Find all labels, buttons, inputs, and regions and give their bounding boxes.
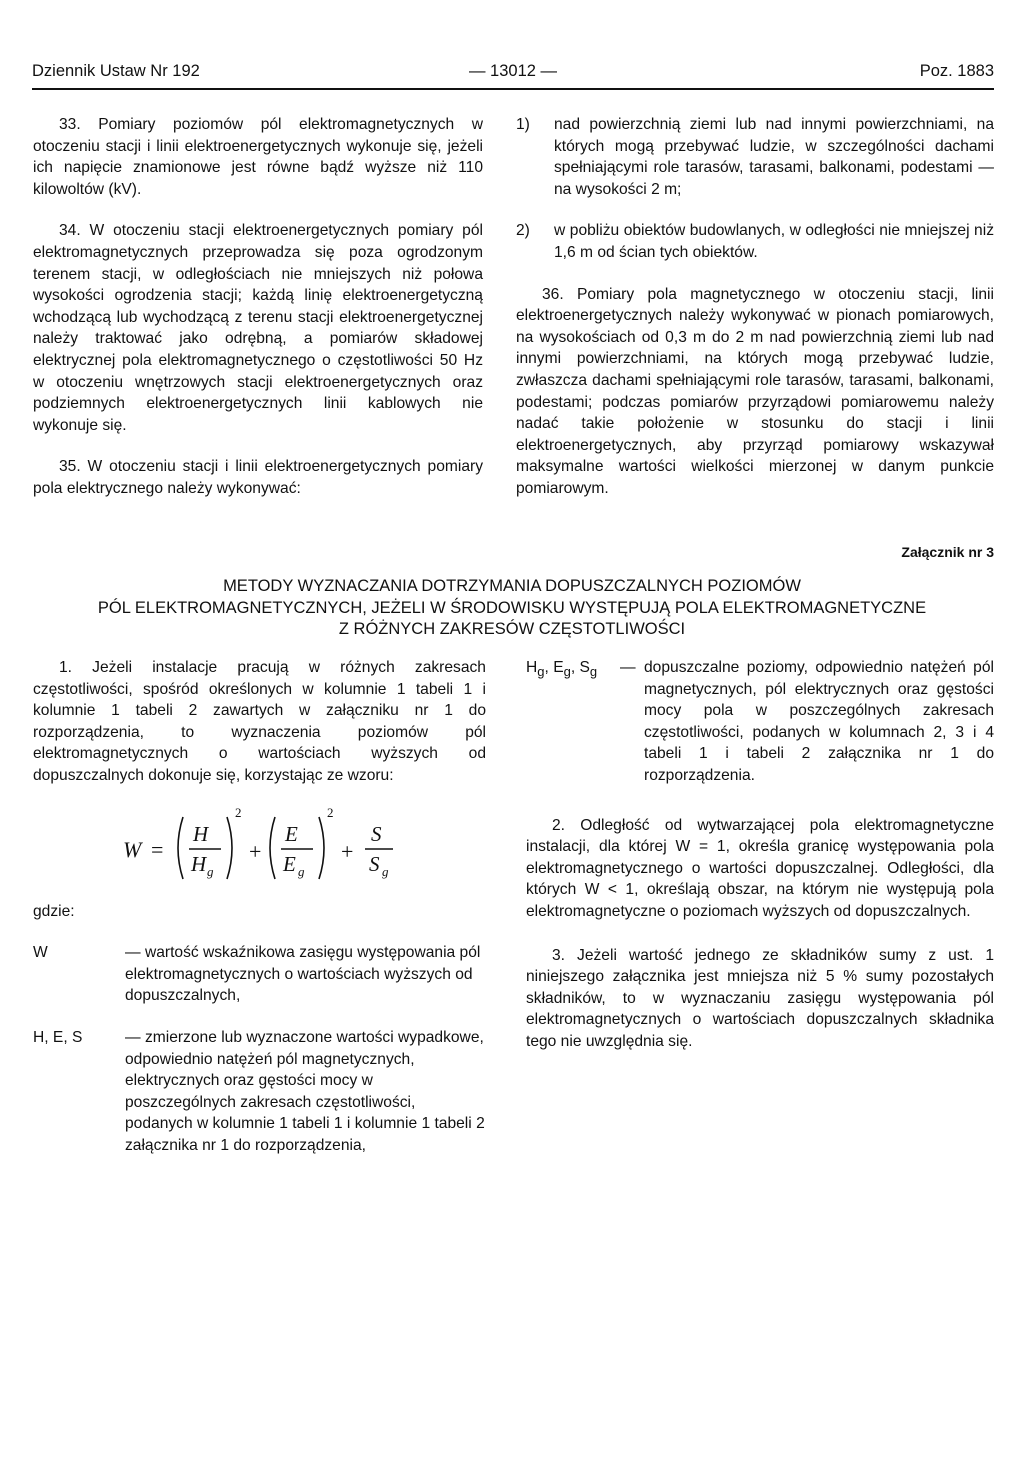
symbol-s: S [579, 659, 590, 676]
formula-w: W [123, 836, 142, 862]
symbol-h: H [526, 659, 538, 676]
list-item-1 [516, 114, 994, 200]
formula-h: H [193, 821, 209, 846]
definition-limits-dash: — [620, 659, 636, 676]
formula-eg: E [283, 851, 296, 876]
formula-e: E [285, 821, 298, 846]
definition-hes [33, 1027, 486, 1157]
title-line-3: Z RÓŻNYCH ZAKRESÓW CZĘSTOTLIWOŚCI [338, 620, 686, 638]
paragraph-3: 3. Jeżeli wartość jednego ze składników sumy z ust. 1 niniejszego załącznika jest mniejsza niż 5 % sumy pozostałych składników, to w wyznaczaniu zasięgu występowania pól elektromagnetycznych o wartościach dopuszczalnych składnika tego nie uwzględnia się. [526, 946, 994, 1050]
formula-sg-sub: g [382, 863, 389, 879]
definitions [33, 942, 486, 1156]
formula-svg [123, 803, 423, 895]
title-line-1: METODY WYZNACZANIA DOTRZYMANIA DOPUSZCZALNYCH POZIOMÓW [223, 577, 801, 595]
list-item-1-number: 1) [516, 116, 530, 133]
definition-w-symbol: W [33, 944, 48, 962]
paren-right-2 [319, 817, 324, 879]
formula-plus-1: + [249, 838, 262, 864]
symbol-h-sub: g [537, 664, 545, 680]
list-item-1-text: nad powierzchnią ziemi lub nad innymi powierzchniami, na których mogą przebywać ludzie, w szczególności dachami spełniającymi role tarasów, tarasami, balkonami, podestami — na wysokości 2 m; [554, 116, 994, 198]
paragraph-34: 34. W otoczeniu stacji elektroenergetycznych pomiary pól elektromagnetycznych przeprowadza się poza ogrodzonym terenem stacji, w odległościach nie mniejszych niż połowa wysokości ogrodzenia stacji; każdą linię elektroenergetyczną wchodzącą lub wychodzącą z terenu stacji elektroenergetycznej należy traktować jako odrębną, a pomiarów składowej elektrycznej pola elektromagnetycznego o częstotliwości 50 Hz w otoczeniu wnętrzowych stacji elektroenergetycznych oraz podziemnych elektroenergetycznych linii kablowych nie wykonuje się. [33, 222, 483, 434]
title-line-2: PÓL ELEKTROMAGNETYCZNYCH, JEŻELI W ŚRODOWISKU WYSTĘPUJĄ POLA ELEKTROMAGNETYCZNE [97, 598, 927, 617]
position-number: Poz. 1883 [919, 62, 994, 80]
list-item-2 [516, 220, 994, 263]
formula-exp-1: 2 [235, 804, 242, 820]
paragraph-36: 36. Pomiary pola magnetycznego w otoczeniu stacji, linii elektroenergetycznych należy wykonywać w pionach pomiarowych, na wysokościach od 0,3 m do 2 m nad powierzchnią ziemi lub nad innymi powierzchniami, na których mogą przebywać ludzie, zwłaszcza dachami spełniającymi role tarasów, tarasami, balkonami, podestami; podczas pomiarów przyrządowi pomiarowemu należy nadać takie położenie w stosunku do stacji i linii elektroenergetycznych, aby przyrząd pomiarowy wskazywał maksymalne wartości wielkości mierzonej w danym punkcie pomiarowym. [516, 285, 994, 497]
formula-plus-2: + [341, 838, 354, 864]
definition-hes-dash: — [125, 1028, 141, 1046]
left-column-bottom [33, 657, 486, 1157]
definition-limits-text: dopuszczalne poziomy, odpowiednio natężeń pól magnetycznych, pól elektrycznych oraz gęstości mocy pola w poszczególnych zakresach częstotliwości, podanych w kolumnach 2, 3 i 4 tabeli 1 i tabeli 2 załącznika nr 1 do rozporządzenia. [644, 659, 994, 784]
paragraph-1: 1. Jeżeli instalacje pracują w różnych zakresach częstotliwości, spośród określonych w kolumnie 1 tabeli 1 i kolumnie 1 tabeli 2 zawartych w załączniku nr 1 do rozporządzenia, to wyznaczenia poziomów pól elektromagnetycznych o wartościach wyższych od dopuszczalnych dokonuje się, korzystając ze wzoru: [33, 659, 486, 784]
paragraph-2: 2. Odległość od wytwarzającej pola elektromagnetyczne instalacji, dla której W = 1, określa granicę występowania pola elektromagnetycznego o wartości dopuszczalnej. Odległości, dla których W < 1, określają obszar, na którym nie występują pola elektromagnetyczne o poziomach wyższych od dopuszczalnych. [526, 816, 994, 920]
formula-sg: S [369, 851, 380, 876]
left-column-top [33, 114, 483, 500]
paren-right-1 [227, 817, 232, 879]
definition-w-dash: — [125, 944, 141, 962]
list-item-2-number: 2) [516, 222, 530, 240]
right-column-top [516, 114, 994, 500]
definition-w-text: wartość wskaźnikowa zasięgu występowania pól elektromagnetycznych o wartościach wyższych od dopuszczalnych, [125, 944, 481, 1005]
paren-left-1 [178, 817, 183, 879]
formula-s: S [371, 821, 382, 846]
symbol-s-sub: g [589, 664, 598, 680]
where-label: gdzie: [33, 902, 75, 920]
definition-hes-symbol: H, E, S [33, 1028, 83, 1046]
attachment-label: Załącznik nr 3 [901, 544, 994, 560]
symbol-e-sub: g [563, 664, 571, 680]
formula-hg-sub: g [207, 863, 214, 879]
symbol-sep-1: , [544, 659, 549, 676]
right-column-bottom [526, 657, 994, 1053]
formula-eg-sub: g [298, 863, 305, 879]
page-header [32, 62, 994, 86]
formula-equals: = [151, 836, 164, 862]
formula-exp-2: 2 [327, 804, 334, 820]
symbol-sep-2: , [570, 659, 576, 676]
formula-hg: H [191, 851, 207, 876]
definition-w [33, 942, 486, 1007]
symbol-e: E [553, 659, 564, 676]
header-rule [32, 88, 994, 90]
definition-limits-symbols [526, 657, 597, 683]
paragraph-33: 33. Pomiary poziomów pól elektromagnetycznych w otoczeniu stacji i linii elektroenergetycznych wykonuje się, jeżeli ich napięcie znamionowe jest równe bądź wyższe niż 110 kilowoltów (kV). [33, 116, 483, 198]
attachment-title [0, 576, 1024, 641]
paragraph-35: 35. W otoczeniu stacji i linii elektroenergetycznych pomiary pola elektrycznego należy wykonywać: [33, 458, 483, 497]
definition-hes-body [125, 1027, 486, 1157]
page-number: — 13012 — [468, 62, 558, 80]
journal-title: Dziennik Ustaw Nr 192 [32, 62, 200, 80]
list-item-2-text: w pobliżu obiektów budowlanych, w odległości nie mniejszej niż 1,6 m od ścian tych obiektów. [554, 222, 994, 261]
paren-left-2 [270, 817, 275, 879]
formula [33, 803, 486, 895]
definition-w-body [125, 942, 486, 1007]
definition-limits [526, 657, 994, 787]
definition-hes-text: zmierzone lub wyznaczone wartości wypadkowe, odpowiednio natężeń pól magnetycznych, elektrycznych oraz gęstości mocy w poszczególnych zakresach częstotliwości, podanych w kolumnie 1 tabeli 1 i kolumnie 1 tabeli 2 załącznika nr 1 do rozporządzenia, [125, 1028, 485, 1154]
